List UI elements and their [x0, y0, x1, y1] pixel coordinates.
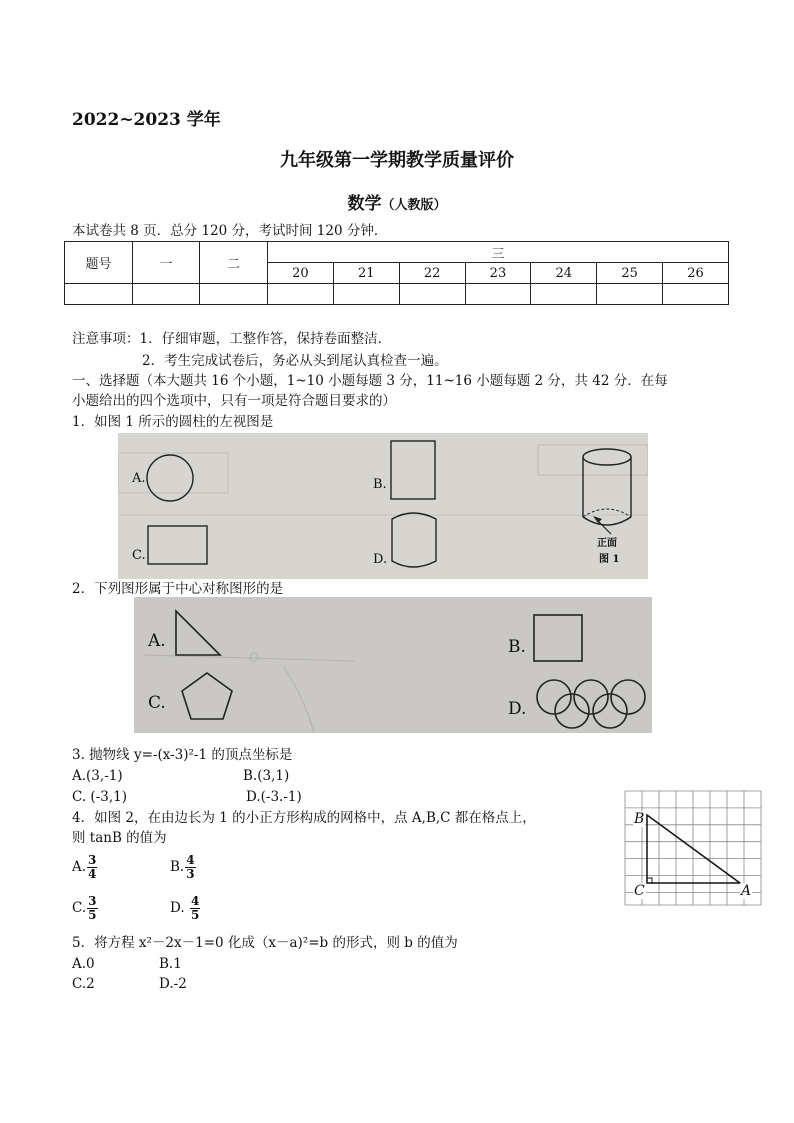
q2-figure-photo: [134, 597, 652, 733]
q4-stem-line-2: 则 tanB 的值为: [72, 830, 167, 846]
q1-figure-front-label: 正面: [597, 538, 617, 549]
score-cell[interactable]: [133, 284, 200, 305]
score-cell[interactable]: [663, 284, 729, 305]
score-table-label: 题号: [65, 242, 133, 284]
q3-option-d[interactable]: D.(-3.-1): [246, 789, 302, 805]
q3-option-c[interactable]: C. (-3,1): [72, 789, 127, 805]
score-cell[interactable]: [399, 284, 465, 305]
q2-option-a[interactable]: A.: [148, 631, 166, 651]
q3-option-b[interactable]: B.(3,1): [243, 768, 290, 784]
score-table-sub-21: 21: [333, 263, 399, 284]
score-table-sub-23: 23: [465, 263, 531, 284]
fraction-numerator: 3: [88, 853, 97, 867]
q4-option-c-fraction: [87, 895, 97, 922]
fraction-denominator: 4: [88, 867, 97, 881]
fraction-denominator: 3: [186, 867, 195, 881]
q4-option-d-label: D.: [170, 900, 185, 916]
q1-option-b[interactable]: B.: [373, 477, 387, 492]
q5-option-b[interactable]: B.1: [159, 956, 182, 972]
q2-option-d[interactable]: D.: [508, 699, 527, 719]
subject-edition: （人教版）: [381, 198, 447, 213]
fraction-denominator: 5: [88, 908, 97, 922]
q5-option-a[interactable]: A.0: [72, 956, 95, 972]
section1-line-2: 小题给出的四个选项中，只有一项是符合题目要求的）: [72, 393, 396, 409]
q4-option-d-fraction: [190, 895, 200, 922]
q4-point-a-label: A: [741, 883, 752, 899]
score-table-col-2: 二: [200, 242, 268, 284]
q2-option-b[interactable]: B.: [508, 637, 526, 657]
q4-option-b-label: B.: [170, 859, 185, 875]
exam-info: 本试卷共 8 页．总分 120 分，考试时间 120 分钟．: [72, 223, 388, 239]
q5-stem: 5．将方程 x²－2x－1=0 化成（x－a)²=b 的形式，则 b 的值为: [72, 935, 458, 951]
q1-figure-photo: [118, 433, 648, 579]
score-table-sub-20: 20: [268, 263, 334, 284]
q5-option-d[interactable]: D.-2: [159, 976, 187, 992]
q2-option-c[interactable]: C.: [148, 693, 166, 713]
score-table-sub-26: 26: [663, 263, 729, 284]
score-cell[interactable]: [65, 284, 133, 305]
score-table-col-1: 一: [133, 242, 200, 284]
score-table-sub-25: 25: [597, 263, 663, 284]
score-cell[interactable]: [200, 284, 268, 305]
score-cell[interactable]: [465, 284, 531, 305]
score-cell[interactable]: [597, 284, 663, 305]
section1-line-1: 一、选择题（本大题共 16 个小题，1~10 小题每题 3 分，11~16 小题每题 2 分，共 42 分．在每: [72, 373, 668, 389]
q2-figure: [134, 597, 652, 733]
q1-stem: 1．如图 1 所示的圆柱的左视图是: [72, 414, 274, 430]
score-table-col-3: 三: [268, 242, 729, 263]
school-year: 2022~2023 学年: [72, 110, 221, 130]
q2-stem: 2．下列图形属于中心对称图形的是: [72, 581, 284, 597]
q1-option-a[interactable]: A.: [132, 471, 146, 486]
q1-figure-caption: 图 1: [599, 554, 620, 565]
q4-option-c[interactable]: [72, 893, 98, 923]
q1-option-d[interactable]: D.: [373, 552, 388, 567]
q3-stem: 3. 抛物线 y=-(x-3)²-1 的顶点坐标是: [72, 747, 293, 763]
score-table-sub-24: 24: [531, 263, 597, 284]
score-cell[interactable]: [333, 284, 399, 305]
fraction-numerator: 4: [190, 894, 200, 908]
exam-title: 九年级第一学期教学质量评价: [280, 150, 514, 171]
q4-option-b-fraction: [185, 854, 195, 881]
exam-subject: [0, 189, 794, 214]
score-cell[interactable]: [268, 284, 334, 305]
q3-option-a[interactable]: A.(3,-1): [72, 768, 123, 784]
q5-option-c[interactable]: C.2: [72, 976, 95, 992]
q4-point-c-label: C: [634, 883, 645, 899]
notes-line-2: 2．考生完成试卷后，务必从头到尾认真检查一遍。: [142, 353, 448, 369]
q1-option-c[interactable]: C.: [132, 548, 146, 563]
q4-option-d[interactable]: [170, 893, 200, 923]
fraction-numerator: 3: [88, 894, 97, 908]
q4-option-a-fraction: [87, 854, 97, 881]
score-cell[interactable]: [531, 284, 597, 305]
q4-point-b-label: B: [634, 811, 645, 827]
subject-name: 数学: [347, 194, 382, 214]
q4-option-a-label: A.: [72, 859, 87, 875]
score-table: [64, 241, 729, 305]
fraction-numerator: 4: [186, 853, 195, 867]
q4-option-a[interactable]: [72, 852, 97, 882]
q4-stem-line-1: 4．如图 2，在由边长为 1 的小正方形构成的网格中，点 A,B,C 都在格点上，: [72, 810, 536, 826]
fraction-denominator: 5: [190, 908, 200, 922]
q4-option-b[interactable]: [170, 852, 196, 882]
notes-line-1: 注意事项：1．仔细审题，工整作答，保持卷面整洁．: [72, 331, 392, 347]
q4-option-c-label: C.: [72, 900, 87, 916]
score-table-sub-22: 22: [399, 263, 465, 284]
